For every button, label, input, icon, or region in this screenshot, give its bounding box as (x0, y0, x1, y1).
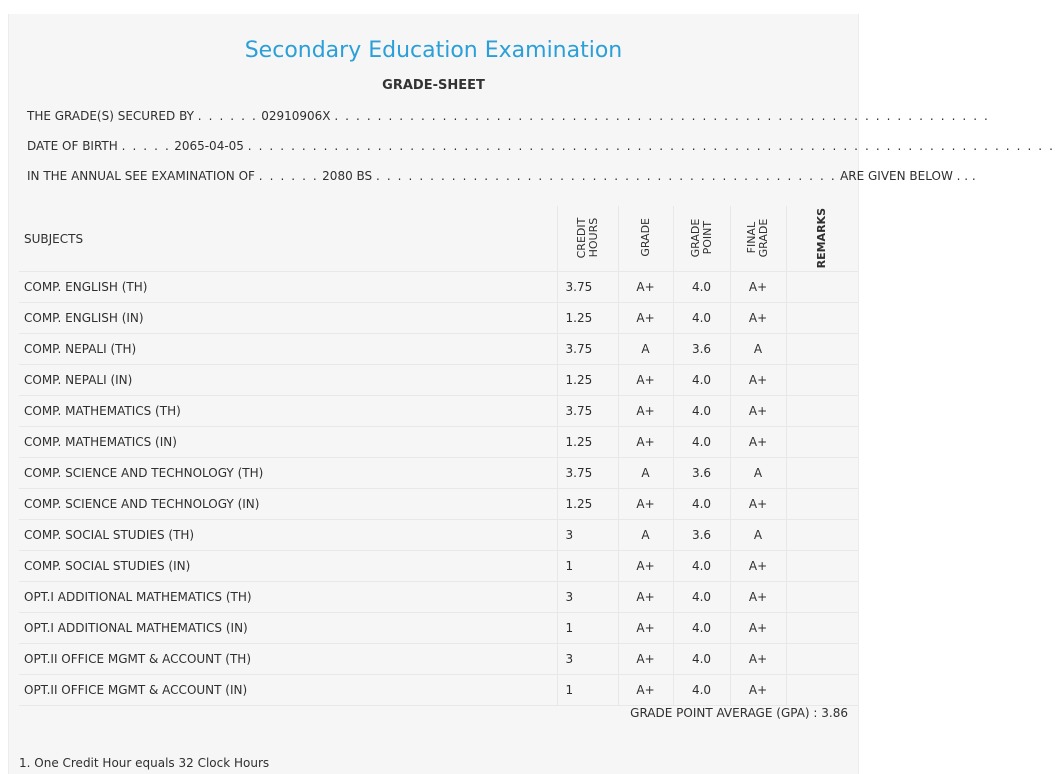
grade-point-cell: 4.0 (673, 427, 730, 458)
credit-hours-cell: 1 (557, 675, 618, 706)
credit-hours-header: CREDIT HOURS (557, 206, 618, 272)
credit-hours-cell: 1.25 (557, 427, 618, 458)
grade-cell: A+ (618, 551, 673, 582)
credit-hours-cell: 3.75 (557, 458, 618, 489)
given-below-text: ARE GIVEN BELOW . . . (840, 169, 976, 183)
credit-hours-cell: 1.25 (557, 303, 618, 334)
credit-hours-cell: 1 (557, 551, 618, 582)
subject-cell: COMP. ENGLISH (TH) (19, 272, 557, 303)
dot-leader: . . . . . . . . . . . . . . . . . . . . . . . . . . . . . . . . . . . . . . . . . . . (376, 169, 837, 183)
grade-point-header: GRADE POINT (673, 206, 730, 272)
remarks-cell (786, 396, 858, 427)
subject-cell: COMP. SCIENCE AND TECHNOLOGY (TH) (19, 458, 557, 489)
final-grade-cell: A+ (730, 675, 786, 706)
gpa-summary (630, 706, 848, 720)
remarks-cell (786, 334, 858, 365)
subject-cell: OPT.I ADDITIONAL MATHEMATICS (IN) (19, 613, 557, 644)
credit-hours-cell: 3 (557, 582, 618, 613)
grade-cell: A+ (618, 489, 673, 520)
subject-cell: OPT.II OFFICE MGMT & ACCOUNT (IN) (19, 675, 557, 706)
grade-cell: A+ (618, 644, 673, 675)
grade-cell: A+ (618, 582, 673, 613)
grade-cell: A+ (618, 303, 673, 334)
page-title: Secondary Education Examination (244, 38, 623, 63)
table-row (19, 582, 858, 613)
table-row (19, 396, 858, 427)
subject-cell: COMP. SCIENCE AND TECHNOLOGY (IN) (19, 489, 557, 520)
gpa-label: GRADE POINT AVERAGE (GPA) : (630, 706, 818, 720)
date-of-birth-line (27, 139, 1055, 153)
grade-cell: A (618, 520, 673, 551)
final-grade-cell: A+ (730, 582, 786, 613)
dot-leader: . . . . . . . . . . . . . . . . . . . . . . . . . . . . . . . . . . . . . . . . . . . . . . . . . . . . . . . . . . . . . . . . . . . . . . . . . . . (247, 139, 1055, 153)
remarks-cell (786, 458, 858, 489)
grade-point-cell: 4.0 (673, 489, 730, 520)
subject-cell: COMP. MATHEMATICS (TH) (19, 396, 557, 427)
subject-cell: OPT.II OFFICE MGMT & ACCOUNT (TH) (19, 644, 557, 675)
credit-hours-cell: 3.75 (557, 396, 618, 427)
grade-point-cell: 3.6 (673, 458, 730, 489)
dot-leader: . . . . . (121, 139, 171, 153)
table-row (19, 365, 858, 396)
final-grade-cell: A (730, 520, 786, 551)
final-grade-cell: A+ (730, 365, 786, 396)
table-header-row (19, 206, 858, 272)
table-row (19, 613, 858, 644)
gpa-value: 3.86 (821, 706, 848, 720)
footnote: 1. One Credit Hour equals 32 Clock Hours (19, 756, 270, 770)
table-row (19, 272, 858, 303)
table-row (19, 675, 858, 706)
subject-cell: OPT.I ADDITIONAL MATHEMATICS (TH) (19, 582, 557, 613)
remarks-cell (786, 675, 858, 706)
grade-point-cell: 4.0 (673, 613, 730, 644)
grade-point-cell: 4.0 (673, 396, 730, 427)
remarks-cell (786, 365, 858, 396)
final-grade-header: FINAL GRADE (730, 206, 786, 272)
sheet-subtitle: GRADE-SHEET (382, 78, 485, 93)
final-grade-cell: A (730, 334, 786, 365)
remarks-header: REMARKS (786, 206, 858, 272)
final-grade-cell: A+ (730, 644, 786, 675)
subjects-header: SUBJECTS (19, 206, 557, 272)
grades-table (19, 206, 858, 706)
grade-point-cell: 3.6 (673, 520, 730, 551)
grade-point-cell: 4.0 (673, 272, 730, 303)
grade-cell: A+ (618, 272, 673, 303)
dot-leader: . . . . . . (258, 169, 319, 183)
grade-point-cell: 4.0 (673, 303, 730, 334)
credit-hours-cell: 3 (557, 520, 618, 551)
subject-cell: COMP. ENGLISH (IN) (19, 303, 557, 334)
dot-leader: . . . . . . (197, 109, 258, 123)
grade-cell: A+ (618, 427, 673, 458)
remarks-cell (786, 582, 858, 613)
final-grade-cell: A+ (730, 489, 786, 520)
grade-cell: A+ (618, 613, 673, 644)
remarks-cell (786, 644, 858, 675)
grade-cell: A (618, 458, 673, 489)
final-grade-cell: A+ (730, 272, 786, 303)
symbol-number: 02910906X (261, 109, 331, 123)
remarks-cell (786, 489, 858, 520)
final-grade-cell: A+ (730, 551, 786, 582)
table-row (19, 644, 858, 675)
final-grade-cell: A (730, 458, 786, 489)
subject-cell: COMP. NEPALI (IN) (19, 365, 557, 396)
final-grade-cell: A+ (730, 427, 786, 458)
final-grade-cell: A+ (730, 396, 786, 427)
table-row (19, 458, 858, 489)
grade-point-cell: 4.0 (673, 675, 730, 706)
remarks-cell (786, 551, 858, 582)
grade-point-cell: 3.6 (673, 334, 730, 365)
credit-hours-cell: 1 (557, 613, 618, 644)
grade-header: GRADE (618, 206, 673, 272)
grade-point-cell: 4.0 (673, 644, 730, 675)
table-row (19, 334, 858, 365)
credit-hours-cell: 3 (557, 644, 618, 675)
secured-by-line (27, 109, 989, 123)
credit-hours-cell: 1.25 (557, 489, 618, 520)
subject-cell: COMP. SOCIAL STUDIES (TH) (19, 520, 557, 551)
table-row (19, 303, 858, 334)
table-row (19, 489, 858, 520)
subject-cell: COMP. MATHEMATICS (IN) (19, 427, 557, 458)
remarks-cell (786, 303, 858, 334)
subject-cell: COMP. SOCIAL STUDIES (IN) (19, 551, 557, 582)
grade-cell: A+ (618, 396, 673, 427)
grade-point-cell: 4.0 (673, 582, 730, 613)
remarks-cell (786, 613, 858, 644)
remarks-cell (786, 427, 858, 458)
dot-leader: . . . . . . . . . . . . . . . . . . . . . . . . . . . . . . . . . . . . . . . . . . . . . . . . . . . . . . . . . . . . . (334, 109, 990, 123)
table-row (19, 551, 858, 582)
credit-hours-cell: 3.75 (557, 334, 618, 365)
table-row (19, 520, 858, 551)
dob-value: 2065-04-05 (174, 139, 244, 153)
remarks-cell (786, 272, 858, 303)
dob-label: DATE OF BIRTH (27, 139, 118, 153)
grade-cell: A+ (618, 365, 673, 396)
credit-hours-cell: 1.25 (557, 365, 618, 396)
secured-by-label: THE GRADE(S) SECURED BY (27, 109, 194, 123)
final-grade-cell: A+ (730, 303, 786, 334)
table-row (19, 427, 858, 458)
grade-point-cell: 4.0 (673, 551, 730, 582)
subject-cell: COMP. NEPALI (TH) (19, 334, 557, 365)
grade-cell: A+ (618, 675, 673, 706)
grade-cell: A (618, 334, 673, 365)
exam-year: 2080 BS (322, 169, 373, 183)
exam-label: IN THE ANNUAL SEE EXAMINATION OF (27, 169, 255, 183)
remarks-cell (786, 520, 858, 551)
credit-hours-cell: 3.75 (557, 272, 618, 303)
grade-sheet (8, 14, 1055, 774)
grade-point-cell: 4.0 (673, 365, 730, 396)
examination-line (27, 169, 976, 183)
final-grade-cell: A+ (730, 613, 786, 644)
